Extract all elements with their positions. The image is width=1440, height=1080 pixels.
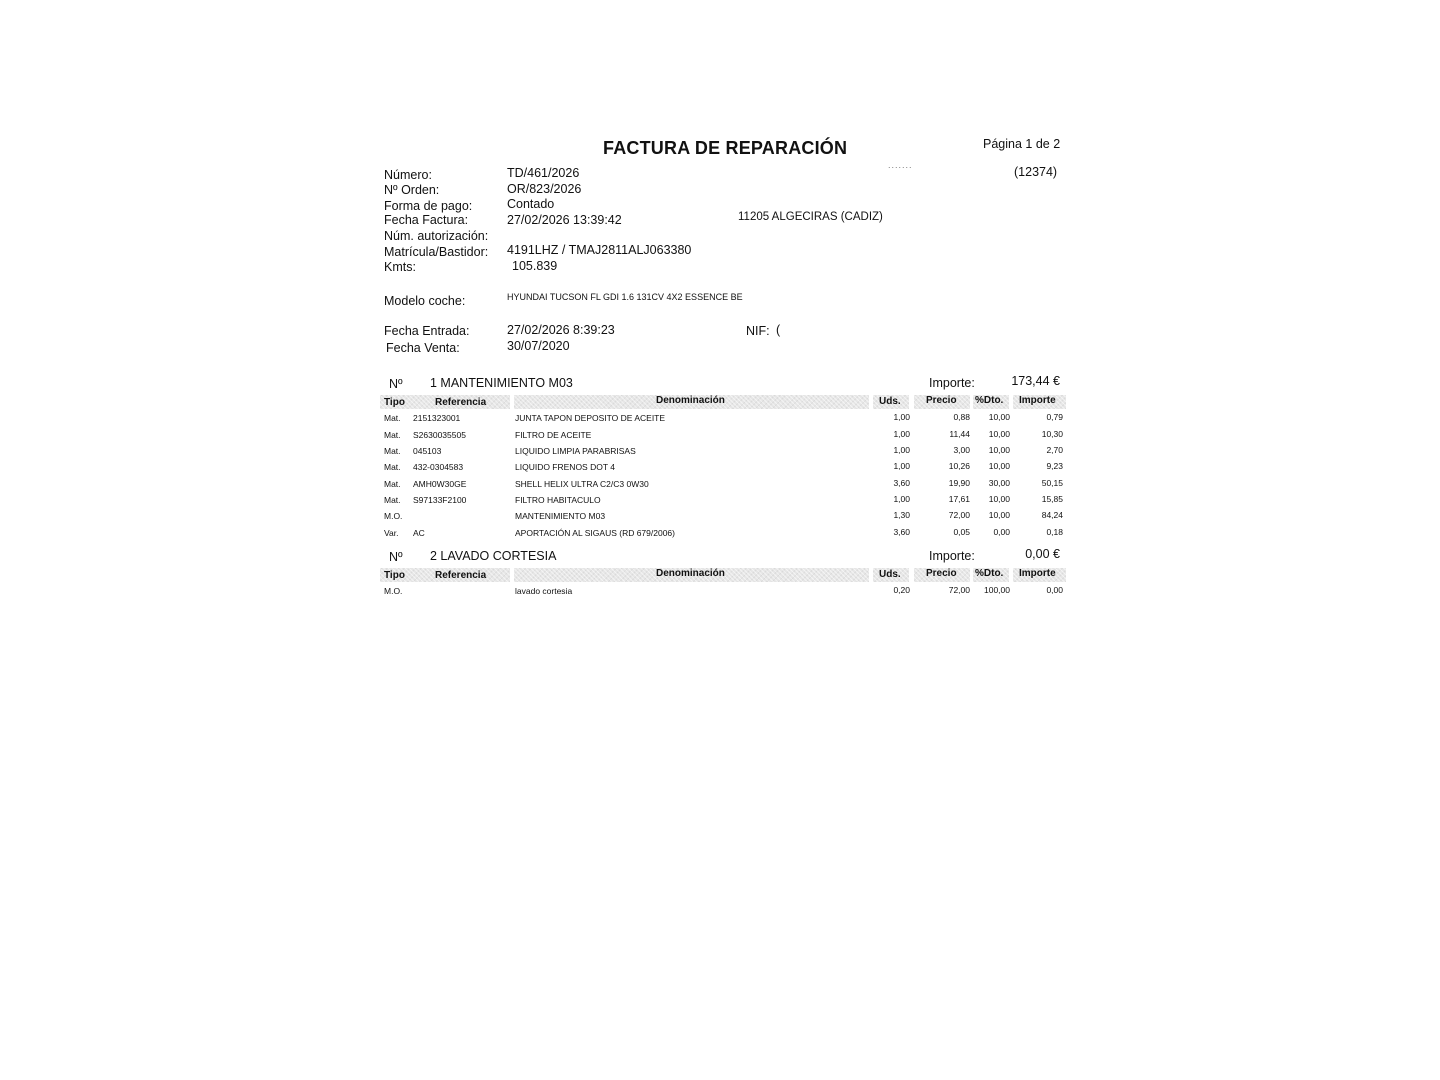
row-tipo: Mat. [384,479,401,489]
row-dto: 10,00 [988,510,1010,520]
row-ref: 2151323001 [413,413,461,423]
row-ref: S97133F2100 [413,495,467,505]
row-importe: 0,00 [1046,585,1063,595]
row-precio: 0,88 [953,412,970,422]
nif-label: NIF: [746,324,770,338]
row-precio: 72,00 [948,585,970,595]
row-precio: 72,00 [948,510,970,520]
fecha-factura-label: Fecha Factura: [384,213,469,227]
pago-label: Forma de pago: [384,199,473,213]
col-tipo: Tipo [384,570,405,581]
col-precio: Precio [926,568,957,579]
row-tipo: Mat. [384,413,401,423]
row-den: FILTRO HABITACULO [515,495,601,505]
row-uds: 3,60 [893,478,910,488]
row-dto: 100,00 [984,585,1010,595]
section-number-label: Nº [389,550,403,564]
row-ref: 045103 [413,446,442,456]
row-den: MANTENIMIENTO M03 [515,511,606,521]
row-precio: 3,00 [953,445,970,455]
matricula-label: Matrícula/Bastidor: [384,245,489,259]
row-importe: 2,70 [1046,445,1063,455]
col-referencia: Referencia [435,570,487,581]
row-precio: 17,61 [948,494,970,504]
nif-value: ( [776,323,781,337]
row-tipo: Mat. [384,446,401,456]
modelo-value: HYUNDAI TUCSON FL GDI 1.6 131CV 4X2 ESSENCE BE [507,292,743,302]
row-tipo: Mat. [384,495,401,505]
row-tipo: Mat. [384,462,401,472]
row-ref: 432-0304583 [413,462,464,472]
row-precio: 19,90 [948,478,970,488]
col-uds: Uds. [879,569,901,580]
row-uds: 1,00 [893,461,910,471]
row-tipo: M.O. [384,586,403,596]
matricula-value: 4191LHZ / TMAJ2811ALJ063380 [507,243,692,257]
col-uds: Uds. [879,396,901,407]
row-den: lavado cortesia [515,586,573,596]
section-importe-value: 173,44 € [1011,374,1060,388]
row-dto: 0,00 [993,527,1010,537]
row-importe: 9,23 [1046,461,1063,471]
section-importe-label: Importe: [929,549,975,563]
numero-label: Número: [384,168,432,182]
col-precio: Precio [926,395,957,406]
row-uds: 1,00 [893,412,910,422]
fecha-factura-value: 27/02/2026 13:39:42 [507,213,622,227]
numero-value: TD/461/2026 [507,166,580,180]
row-ref: S2630035505 [413,430,466,440]
row-dto: 10,00 [988,412,1010,422]
row-ref: AMH0W30GE [413,479,467,489]
row-tipo: Var. [384,528,399,538]
row-den: FILTRO DE ACEITE [515,430,592,440]
row-uds: 1,00 [893,445,910,455]
col-tipo: Tipo [384,397,405,408]
redacted-dots: ....... [888,160,913,170]
row-uds: 0,20 [893,585,910,595]
section-title: 1 MANTENIMIENTO M03 [430,376,573,390]
page-indicator: Página 1 de 2 [983,137,1061,151]
row-dto: 10,00 [988,494,1010,504]
col-importe: Importe [1019,568,1056,579]
fecha-entrada-value: 27/02/2026 8:39:23 [507,323,615,337]
client-code: (12374) [1014,165,1058,179]
row-den: LIQUIDO FRENOS DOT 4 [515,462,615,472]
row-tipo: Mat. [384,430,401,440]
row-dto: 30,00 [988,478,1010,488]
row-precio: 11,44 [949,429,970,439]
row-uds: 3,60 [893,527,910,537]
row-den: APORTACIÓN AL SIGAUS (RD 679/2006) [515,528,675,538]
orden-label: Nº Orden: [384,183,440,197]
kmts-label: Kmts: [384,260,416,274]
row-importe: 0,79 [1046,412,1063,422]
row-importe: 84,24 [1041,510,1063,520]
row-ref: AC [413,528,425,538]
section-importe-value: 0,00 € [1025,547,1060,561]
row-den: JUNTA TAPON DEPOSITO DE ACEITE [515,413,666,423]
row-dto: 10,00 [988,445,1010,455]
row-den: LIQUIDO LIMPIA PARABRISAS [515,446,636,456]
modelo-label: Modelo coche: [384,294,466,308]
row-uds: 1,00 [893,429,910,439]
row-importe: 50,15 [1041,478,1063,488]
section-title: 2 LAVADO CORTESIA [430,549,557,563]
row-precio: 10,26 [948,461,970,471]
fecha-venta-value: 30/07/2020 [507,339,570,353]
row-uds: 1,30 [893,510,910,520]
col-denominacion: Denominación [656,568,725,579]
col-dto: %Dto. [975,395,1004,406]
orden-value: OR/823/2026 [507,182,582,196]
pago-value: Contado [507,197,555,211]
invoice-title: FACTURA DE REPARACIÓN [603,138,848,158]
section-importe-label: Importe: [929,376,975,390]
col-referencia: Referencia [435,397,487,408]
row-dto: 10,00 [988,429,1010,439]
autorizacion-label: Núm. autorización: [384,229,489,243]
col-denominacion: Denominación [656,395,725,406]
fecha-venta-label: Fecha Venta: [386,341,460,355]
kmts-value: 105.839 [512,259,558,273]
row-dto: 10,00 [988,461,1010,471]
row-precio: 0,05 [953,527,970,537]
fecha-entrada-label: Fecha Entrada: [384,324,470,338]
row-tipo: M.O. [384,511,403,521]
row-uds: 1,00 [893,494,910,504]
row-importe: 15,85 [1041,494,1063,504]
col-dto: %Dto. [975,568,1004,579]
row-importe: 0,18 [1046,527,1063,537]
col-importe: Importe [1019,395,1056,406]
section-number-label: Nº [389,377,403,391]
row-importe: 10,30 [1041,429,1063,439]
client-address: 11205 ALGECIRAS (CADIZ) [738,211,883,223]
row-den: SHELL HELIX ULTRA C2/C3 0W30 [515,479,649,489]
